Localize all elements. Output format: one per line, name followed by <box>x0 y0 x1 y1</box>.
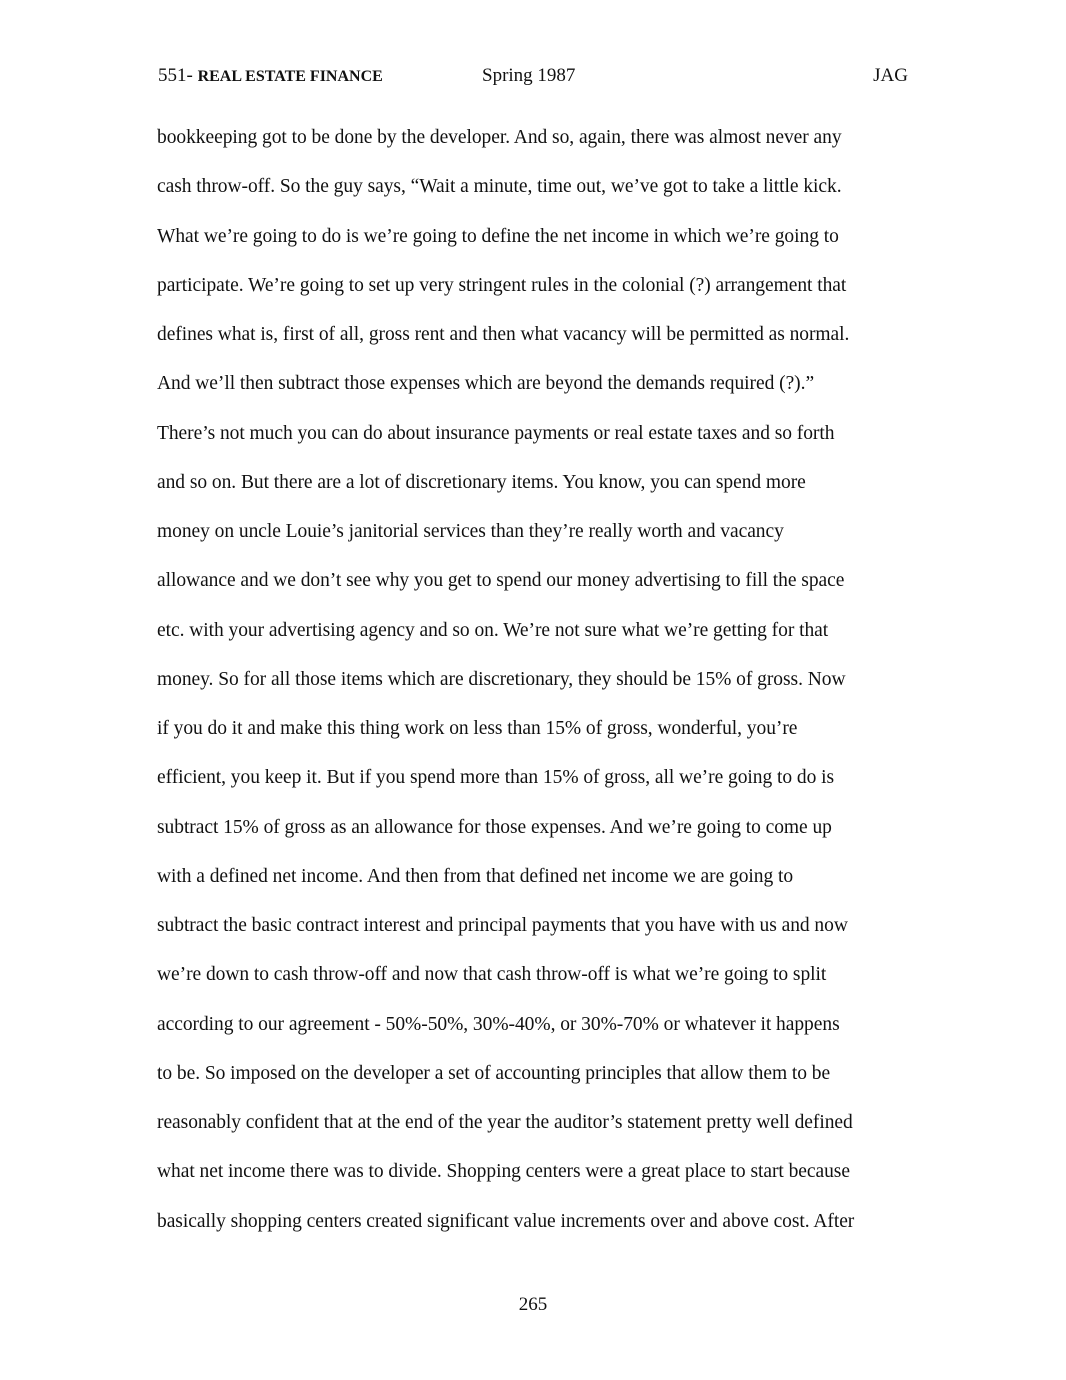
text-line: according to our agreement - 50%-50%, 30%-40%, or 30%-70% or whatever it happens <box>157 1013 840 1035</box>
text-line: efficient, you keep it. But if you spend more than 15% of gross, all we’re going to do is <box>157 767 835 789</box>
course-title: REAL ESTATE FINANCE <box>197 68 383 85</box>
text-line: to be. So imposed on the developer a set of accounting principles that allow them to be <box>157 1062 831 1084</box>
text-line: subtract 15% of gross as an allowance for those expenses. And we’re going to come up <box>157 816 832 838</box>
term-header: Spring 1987 <box>482 65 576 86</box>
text-line: And we’ll then subtract those expenses which are beyond the demands required (?).” <box>157 373 815 395</box>
text-line: bookkeeping got to be done by the developer. And so, again, there was almost never any <box>157 127 842 148</box>
text-line: what net income there was to divide. Shopping centers were a great place to start because <box>157 1161 850 1183</box>
text-line: basically shopping centers created significant value increments over and above cost. After <box>157 1210 855 1232</box>
text-line: and so on. But there are a lot of discretionary items. You know, you can spend more <box>157 471 806 493</box>
initials-header: JAG <box>873 65 908 86</box>
text-line: allowance and we don’t see why you get to spend our money advertising to fill the space <box>157 570 845 592</box>
text-line: defines what is, first of all, gross rent and then what vacancy will be permitted as normal. <box>157 324 850 345</box>
text-line: with a defined net income. And then from that defined net income we are going to <box>157 865 794 887</box>
text-line: we’re down to cash throw-off and now that cash throw-off is what we’re going to split <box>157 964 827 986</box>
page-number: 265 <box>518 1294 548 1315</box>
course-header <box>158 64 383 89</box>
transcript-body <box>157 126 917 1259</box>
text-line: reasonably confident that at the end of the year the auditor’s statement pretty well defined <box>157 1112 853 1133</box>
text-line: money. So for all those items which are discretionary, they should be 15% of gross. Now <box>157 668 846 690</box>
course-number: 551- <box>158 65 193 86</box>
text-line: There’s not much you can do about insurance payments or real estate taxes and so forth <box>157 422 835 444</box>
text-line: if you do it and make this thing work on less than 15% of gross, wonderful, you’re <box>157 718 798 739</box>
text-line: participate. We’re going to set up very stringent rules in the colonial (?) arrangement that <box>157 274 847 296</box>
text-line: What we’re going to do is we’re going to define the net income in which we’re going to <box>157 225 839 247</box>
text-line: cash throw-off. So the guy says, “Wait a minute, time out, we’ve got to take a little kick. <box>157 176 842 198</box>
text-line: etc. with your advertising agency and so on. We’re not sure what we’re getting for that <box>157 619 829 641</box>
text-line: money on uncle Louie’s janitorial services than they’re really worth and vacancy <box>157 521 784 542</box>
text-line: subtract the basic contract interest and principal payments that you have with us and now <box>157 915 848 936</box>
